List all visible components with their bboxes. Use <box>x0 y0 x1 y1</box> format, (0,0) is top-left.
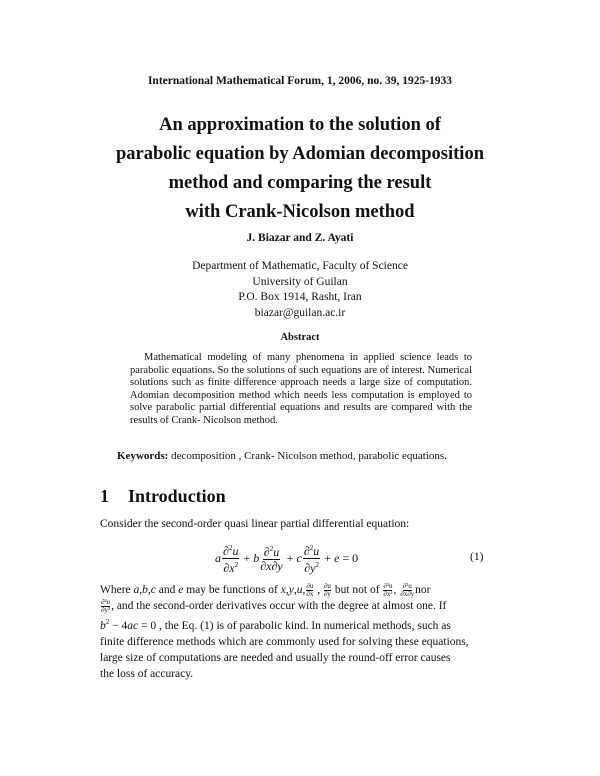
paragraph-line: large size of computations are needed and usually the round-off error causes <box>100 651 451 664</box>
paragraph-line: the loss of accuracy. <box>100 667 194 680</box>
keywords <box>117 450 497 462</box>
title-line: parabolic equation by Adomian decomposition <box>115 144 484 164</box>
email: biazar@guilan.ac.ir <box>254 306 346 319</box>
journal-citation: International Mathematical Forum, 1, 2006, no. 39, 1925-1933 <box>147 75 453 87</box>
paragraph-line: $b^2 - 4ac = 0$ , the Eq. (1) is of parabolic kind. In numerical methods, such as <box>100 618 451 632</box>
title-line: with Crank-Nicolson method <box>185 202 415 222</box>
section-number: 1 <box>100 486 109 506</box>
paragraph-line: Where a,b,c and e may be functions of x,y,u, $\frac{\partial u}{\partial x}$ , $\frac{\partial u}{\partial y}$ but not of $\frac{\text{∂²u}}{\text{∂x²}}$ , $\frac{\text{∂²u}}{\partial x\partial y}$ nor <box>100 581 431 598</box>
authors: J. Biazar and Z. Ayati <box>246 232 354 244</box>
paragraph-line: $\frac{\text{∂²u}}{\text{∂y²}}$ , and the second-order derivatives occur with the degree at almost one. If <box>101 597 447 614</box>
title-line: An approximation to the solution of <box>159 115 441 135</box>
abstract-heading: Abstract <box>280 332 320 343</box>
abstract-text: Mathematical modeling of many phenomena in applied science leads to parabolic equations. So the solutions of such equations are of interest. Numerical solutions such as finite difference approach needs a large size of computation. Adomian decomposition method which needs less computation is employed to solve parabolic partial differential equations and results are compared with the results of Crank- Nicolson method. <box>130 352 472 426</box>
paper-title <box>0 111 600 227</box>
keywords-text: decomposition , Crank- Nicolson method, parabolic equations. <box>171 450 447 462</box>
affiliation-line: University of Guilan <box>252 275 348 288</box>
intro-lead: Consider the second-order quasi linear partial differential equation: <box>100 518 410 530</box>
equation-number: (1) <box>470 551 484 563</box>
affiliation <box>0 259 600 321</box>
intro-paragraph <box>100 582 500 682</box>
affiliation-line: P.O. Box 1914, Rasht, Iran <box>238 291 362 303</box>
equation-1: a $\frac{\partial^2u}{\partial x^2}$ + b $\frac{\partial^2u}{\partial x\partial y}$ + c $\frac{\partial^2u}{\partial y^2}$ + e = 0 <box>215 543 359 575</box>
paragraph-line: finite difference methods which are commonly used for solving these equations, <box>100 635 469 648</box>
section-heading <box>100 486 226 507</box>
section-title: Introduction <box>128 486 226 506</box>
keywords-label: Keywords: <box>117 450 169 462</box>
title-line: method and comparing the result <box>168 173 432 193</box>
affiliation-line: Department of Mathematic, Faculty of Science <box>192 260 408 272</box>
